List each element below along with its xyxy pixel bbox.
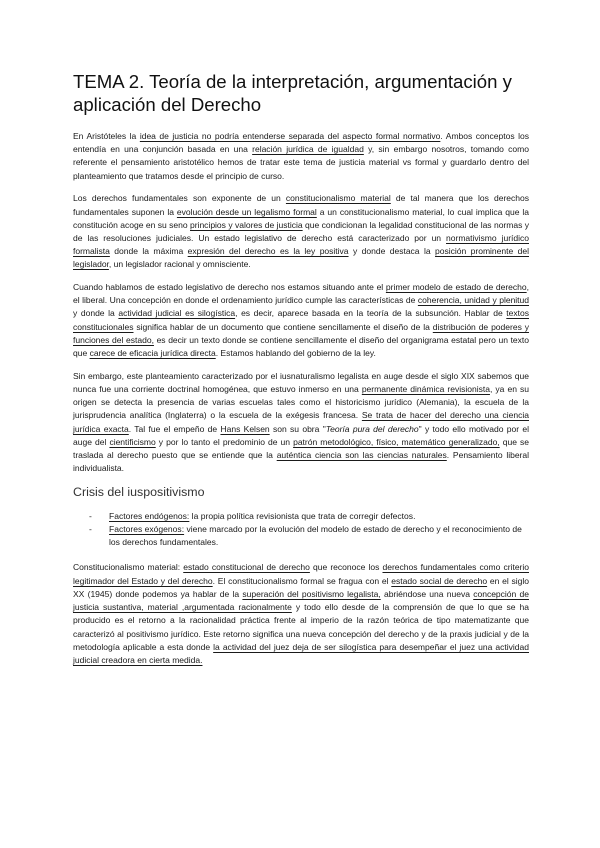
text-run: y, sin embargo nosotros, tomando como referente el pensamiento aristotélico hemos de tratar este tema de justicia material vs formal y guardarlo dentro del planteamiento que tratamos desde el principio de curso. <box>73 144 529 181</box>
underlined-phrase: constitucionalismo material <box>285 193 391 204</box>
list-item <box>73 523 529 549</box>
text-run: . El constitucionalismo formal se fragua con el <box>212 575 392 586</box>
text-run: en el siglo XX (1945) donde podemos ya hablar de la <box>73 575 529 599</box>
document-title: TEMA 2. Teoría de la interpretación, argumentación y aplicación del Derecho <box>73 71 512 115</box>
text-run: viene marcado por la evolución del modelo de estado de derecho y el reconocimiento de los derechos fundamentales. <box>109 524 522 548</box>
underlined-phrase: Se trata de hacer del derecho una ciencia jurídica exacta <box>73 410 529 434</box>
underlined-phrase: estado constitucional de derecho <box>183 562 310 573</box>
list-item <box>73 510 529 523</box>
text-run: que reconoce los <box>309 562 383 573</box>
underlined-phrase: posición prominente del legislador <box>73 246 529 270</box>
underlined-phrase: idea de justicia no podría entenderse separada del aspecto formal normativo <box>139 131 441 141</box>
underlined-phrase: Hans Kelsen <box>220 423 270 434</box>
underlined-phrase: normativismo jurídico formalista <box>73 232 529 257</box>
underlined-phrase: textos constitucionales <box>73 308 529 332</box>
paragraph-estado-legislativo <box>73 281 529 360</box>
text-run: , un legislador racional y omnisciente. <box>108 259 251 270</box>
paragraph-aristoteles <box>73 130 529 183</box>
text-run: que se traslada al derecho puesto que se entiende que la <box>73 436 530 460</box>
text-run: y todo ello desde de la comprensión de que lo que se ha producido es el retorno a la racionalidad práctica frente al imperio de la razón teórica de tipo matematizante que caracterizó al positivismo jurídico. Este retorno significa una nueva concepción del derecho y de la praxis judicial y de la metodología aplicable a esta donde <box>73 602 530 652</box>
underlined-phrase: cientificismo <box>109 436 156 447</box>
text-run: donde la máxima <box>109 246 188 257</box>
list-item-text <box>109 511 415 521</box>
underlined-phrase: patrón metodológico, físico, matemático generalizado, <box>293 436 500 447</box>
underlined-phrase: la actividad del juez deja de ser silogística para desempeñar el juez una actividad judicial creadora en cierta medida. <box>73 641 529 665</box>
text-run: . Ambos conceptos los entendía en una conjunción basada en una <box>73 131 529 155</box>
text-run: la propia política revisionista que trata de corregir defectos. <box>189 510 416 521</box>
paragraph-constitucionalismo <box>73 561 529 667</box>
underlined-phrase: evolución desde un legalismo formal <box>176 206 317 217</box>
list-item-text <box>109 524 522 547</box>
underlined-phrase: relación jurídica de igualdad <box>252 144 364 155</box>
text-run: . Pensamiento liberal individualista. <box>73 449 529 474</box>
text-run: a un constitucionalismo material, lo cual implica que la constitución acoge en su seno <box>73 206 530 230</box>
underlined-phrase: principios y valores de justicia <box>190 219 303 230</box>
text-run: que condicionan la legalidad constitucional de las normas y de las resoluciones judiciales. Un estado legislativo de derecho está caracterizado por un <box>73 219 529 243</box>
text-run: . Tal fue el empeño de <box>128 423 221 434</box>
document-page <box>73 70 529 677</box>
underlined-phrase: expresión del derecho es la ley positiva <box>187 246 349 257</box>
bullet-dash: - <box>89 524 92 535</box>
underlined-phrase: Factores exógenos: <box>109 524 185 535</box>
text-run: Constitucionalismo material: <box>73 562 184 573</box>
text-run: En Aristóteles la <box>73 131 140 141</box>
underlined-phrase: actividad judicial es silogística <box>118 308 236 319</box>
underlined-phrase: concepción de justicia sustantiva, material ,argumentada racionalmente <box>73 588 529 613</box>
text-run: y por lo tanto el predominio de un <box>155 436 294 447</box>
factors-list <box>73 510 529 550</box>
text-run: de tal manera que los derechos fundamentales suponen la <box>73 193 529 217</box>
section-heading: Crisis del iuspositivismo <box>73 484 205 499</box>
italic-phrase: Teoría pura del derecho <box>325 423 419 434</box>
underlined-phrase: superación del positivismo legalista, <box>242 588 381 599</box>
underlined-phrase: distribución de poderes y funciones del estado, <box>73 321 529 345</box>
text-run: son su obra " <box>269 423 326 434</box>
paragraph-iusnaturalismo <box>73 370 529 476</box>
paragraph-derechos-fundamentales <box>73 192 529 271</box>
underlined-phrase: carece de eficacia jurídica directa <box>89 348 216 359</box>
text-run: . Estamos hablando del gobierno de la ley. <box>215 348 376 359</box>
text-run: Sin embargo, este planteamiento caracterizado por el iusnaturalismo legalista en auge desde el siglo XIX sabemos que nunca fue una corriente doctrinal homogénea, que estuvo inmerso en una <box>73 370 529 394</box>
underlined-phrase: coherencia, unidad y plenitud <box>417 295 530 306</box>
underlined-phrase: auténtica ciencia son las ciencias naturales <box>276 449 447 460</box>
underlined-phrase: derechos fundamentales como criterio legitimador del Estado y del derecho <box>73 562 529 586</box>
text-run: y donde destaca la <box>348 246 436 257</box>
text-run: y donde la <box>73 308 119 319</box>
text-run: abriéndose una nueva <box>380 588 474 599</box>
text-run: , el liberal. Una concepción en donde el ordenamiento jurídico cumple las características de <box>73 282 529 306</box>
text-run: " y todo ello motivado por el auge del <box>73 423 530 447</box>
underlined-phrase: permanente dinámica revisionista <box>361 383 490 394</box>
text-run: , ya en su origen se detecta la presencia de varias escuelas tales como el historicismo jurídico (Alemania), la escuela de la jurisprudencia analítica (Inglaterra) o la escuela de la exégesis francesa. <box>73 383 529 421</box>
underlined-phrase: Factores endógenos: <box>109 510 190 521</box>
text-run: Cuando hablamos de estado legislativo de derecho nos estamos situando ante el <box>73 282 386 293</box>
text-run: , es decir, aparece basada en la teoría de la subsunción. Hablar de <box>235 308 507 319</box>
underlined-phrase: estado social de derecho <box>391 575 488 586</box>
text-run: Los derechos fundamentales son exponente de un <box>73 193 286 204</box>
underlined-phrase: primer modelo de estado de derecho <box>385 282 527 293</box>
bullet-dash: - <box>89 510 92 521</box>
text-run: es decir un texto donde se contiene sencillamente el diseño del organigrama estatal pero un texto que <box>73 334 530 359</box>
text-run: significa hablar de un documento que contiene sencillamente el diseño de la <box>133 321 433 332</box>
